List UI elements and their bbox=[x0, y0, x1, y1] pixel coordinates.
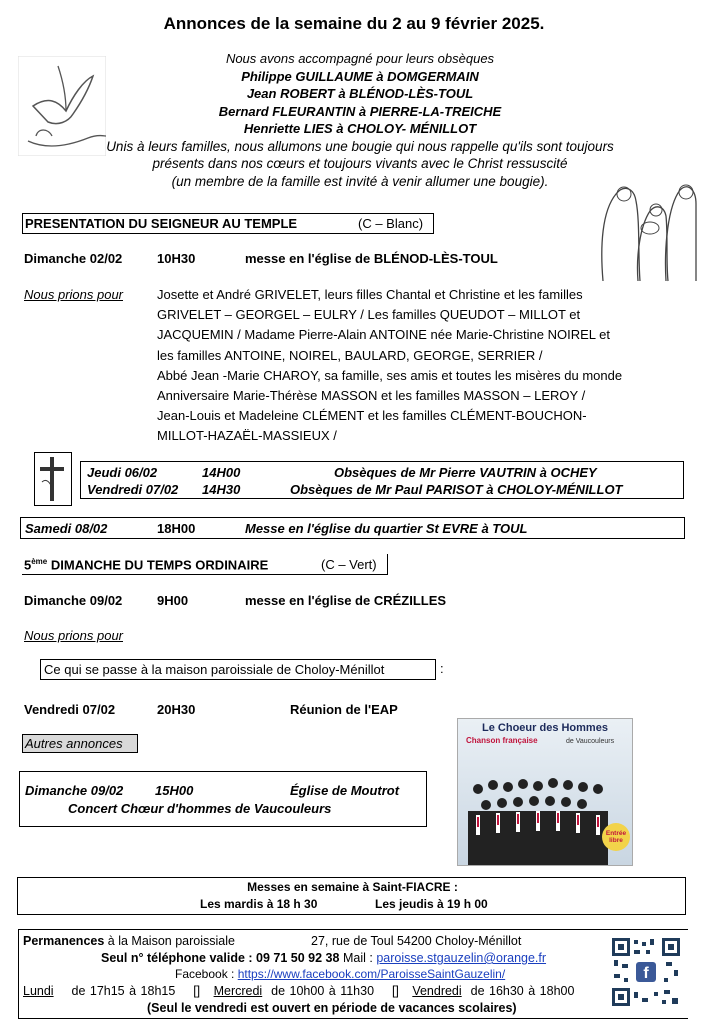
liturgical-color: (C – Blanc) bbox=[358, 216, 424, 231]
obituary-name: Philippe GUILLAUME à DOMGERMAIN bbox=[241, 68, 479, 84]
permanence-line bbox=[23, 934, 235, 948]
concert-box bbox=[19, 771, 427, 827]
parish-house-label-box bbox=[40, 659, 436, 680]
ordinal-suffix: ème bbox=[31, 557, 48, 566]
intention-line: MILLOT-HAZAËL-MASSIEUX / bbox=[157, 428, 337, 444]
permanence-label: Permanences bbox=[23, 934, 105, 948]
contact-box bbox=[18, 929, 688, 1019]
obituary-name: Jean ROBERT à BLÉNOD-LÈS-TOUL bbox=[246, 86, 474, 101]
mass-time: 18H00 bbox=[157, 521, 196, 536]
hours-line bbox=[23, 984, 574, 998]
funeral-desc: Obsèques de Mr Pierre VAUTRIN à OCHEY bbox=[334, 465, 597, 480]
mass-time: 9H00 bbox=[157, 593, 189, 608]
weekday-masses-line: Les mardis à 18 h 30 bbox=[200, 897, 318, 911]
cross-icon bbox=[34, 452, 72, 506]
phone-line bbox=[101, 951, 546, 965]
facebook-link[interactable]: https://www.facebook.com/ParoisseSaintGauzelin/ bbox=[237, 967, 506, 981]
poster-subtitle: Chanson française bbox=[466, 736, 538, 745]
parish-house-colon: : bbox=[440, 661, 444, 676]
hours-range: de 17h15 à 18h15 bbox=[71, 984, 176, 998]
mass-day: Dimanche 02/02 bbox=[24, 251, 123, 266]
phone-number: 09 71 50 92 38 bbox=[256, 951, 340, 965]
concert-day: Dimanche 09/02 bbox=[25, 783, 124, 798]
obituaries-block bbox=[100, 50, 620, 190]
candle-text: Unis à leurs familles, nous allumons une bougie qui nous rappelle qu'ils sont toujours bbox=[106, 138, 614, 154]
prayer-label: Nous prions pour bbox=[24, 628, 123, 643]
hours-day: Mercredi bbox=[213, 984, 263, 998]
poster-badge: Entrée libre bbox=[605, 830, 627, 844]
dove-hands-icon bbox=[18, 56, 106, 156]
mail-label: Mail : bbox=[342, 951, 373, 965]
intention-line: GRIVELET – GEORGEL – EULRY / Les familles QUEUDOT – MILLOT et bbox=[157, 307, 581, 323]
other-announcements-label: Autres annonces bbox=[25, 736, 123, 751]
section-title bbox=[24, 557, 268, 572]
phone-label: Seul n° téléphone valide : bbox=[101, 951, 253, 965]
choir-poster bbox=[457, 718, 633, 866]
liturgical-color: (C – Vert) bbox=[321, 557, 377, 572]
weekday-masses-line: Les jeudis à 19 h 00 bbox=[375, 897, 488, 911]
event-time: 20H30 bbox=[157, 702, 196, 717]
hours-separator: [] bbox=[391, 984, 399, 998]
candle-text: (un membre de la famille est invité à venir allumer une bougie). bbox=[171, 173, 549, 189]
svg-text:f: f bbox=[643, 965, 649, 982]
presentation-figures-icon bbox=[588, 176, 698, 284]
section-header-ordinary-time bbox=[22, 554, 388, 575]
event-day: Vendredi 07/02 bbox=[24, 702, 116, 717]
hours-day: Lundi bbox=[23, 984, 54, 998]
funeral-time: 14H00 bbox=[202, 465, 241, 480]
parish-house-label: Ce qui se passe à la maison paroissiale de Choloy-Ménillot bbox=[44, 662, 385, 677]
intention-line: Abbé Jean -Marie CHAROY, sa famille, ses amis et toutes les misères du monde bbox=[157, 367, 623, 383]
school-holiday-note: (Seul le vendredi est ouvert en période de vacances scolaires) bbox=[147, 1001, 517, 1015]
hours-range: de 16h30 à 18h00 bbox=[470, 984, 575, 998]
intention-line: Josette et André GRIVELET, leurs filles Chantal et Christine et les familles bbox=[157, 287, 583, 302]
saturday-mass-box bbox=[20, 517, 685, 539]
section-title: PRESENTATION DU SEIGNEUR AU TEMPLE bbox=[25, 216, 298, 231]
intentions-list bbox=[157, 285, 702, 447]
section-header-presentation bbox=[22, 213, 434, 234]
qr-code-icon[interactable] bbox=[610, 936, 682, 1008]
mass-place: Messe en l'église du quartier St EVRE à TOUL bbox=[245, 521, 528, 536]
facebook-line bbox=[175, 967, 505, 981]
mass-place: messe en l'église de BLÉNOD-LÈS-TOUL bbox=[245, 251, 498, 266]
concert-place: Église de Moutrot bbox=[290, 783, 400, 798]
section-title-text: DIMANCHE DU TEMPS ORDINAIRE bbox=[47, 557, 269, 573]
page-title: Annonces de la semaine du 2 au 9 février 2025. bbox=[163, 14, 545, 33]
prayer-label: Nous prions pour bbox=[24, 287, 123, 302]
intention-line: Jean-Louis et Madeleine CLÉMENT et les familles CLÉMENT-BOUCHON- bbox=[157, 408, 587, 424]
funeral-desc: Obsèques de Mr Paul PARISOT à CHOLOY-MÉNILLOT bbox=[290, 482, 623, 497]
address: 27, rue de Toul 54200 Choloy-Ménillot bbox=[311, 934, 522, 948]
funerals-box bbox=[80, 461, 684, 499]
poster-place: de Vaucouleurs bbox=[566, 738, 615, 745]
mass-time: 10H30 bbox=[157, 251, 196, 266]
mass-day: Samedi 08/02 bbox=[25, 521, 108, 536]
intention-line: JACQUEMIN / Madame Pierre-Alain ANTOINE née Marie-Christine NOIREL et bbox=[157, 327, 610, 343]
choir-photo bbox=[458, 749, 632, 865]
hours-day: Vendredi bbox=[412, 984, 462, 998]
hours-range: de 10h00 à 11h30 bbox=[271, 984, 375, 998]
sunday-number: 5 bbox=[24, 557, 32, 573]
mass-day: Dimanche 09/02 bbox=[24, 593, 123, 608]
funeral-time: 14H30 bbox=[202, 482, 241, 497]
obituaries-intro: Nous avons accompagné pour leurs obsèques bbox=[225, 51, 495, 66]
other-announcements-label-box bbox=[22, 734, 138, 753]
obituary-name: Bernard FLEURANTIN à PIERRE-LA-TREICHE bbox=[218, 103, 502, 119]
intention-line: les familles ANTOINE, NOIREL, BAULARD, GEORGE, SERRIER / bbox=[157, 347, 543, 363]
funeral-day: Vendredi 07/02 bbox=[87, 482, 179, 497]
obituary-name: Henriette LIES à CHOLOY- MÉNILLOT bbox=[243, 121, 477, 136]
concert-time: 15H00 bbox=[155, 783, 194, 798]
event-desc: Réunion de l'EAP bbox=[290, 702, 398, 717]
concert-desc: Concert Chœur d'hommes de Vaucouleurs bbox=[68, 801, 332, 816]
mass-place: messe en l'église de CRÉZILLES bbox=[245, 593, 447, 608]
weekday-masses-box bbox=[17, 877, 686, 915]
intention-line: Anniversaire Marie-Thérèse MASSON et les familles MASSON – LEROY / bbox=[157, 388, 586, 404]
weekday-masses-title: Messes en semaine à Saint-FIACRE : bbox=[247, 880, 458, 894]
facebook-label: Facebook : bbox=[175, 967, 235, 981]
funeral-day: Jeudi 06/02 bbox=[87, 465, 158, 480]
candle-text: présents dans nos cœurs et toujours vivants avec le Christ ressuscité bbox=[152, 156, 568, 171]
permanence-text: à la Maison paroissiale bbox=[107, 934, 235, 948]
poster-title: Le Choeur des Hommes bbox=[482, 722, 608, 734]
hours-separator: [] bbox=[193, 984, 201, 998]
mail-link[interactable]: paroisse.stgauzelin@orange.fr bbox=[376, 951, 547, 965]
